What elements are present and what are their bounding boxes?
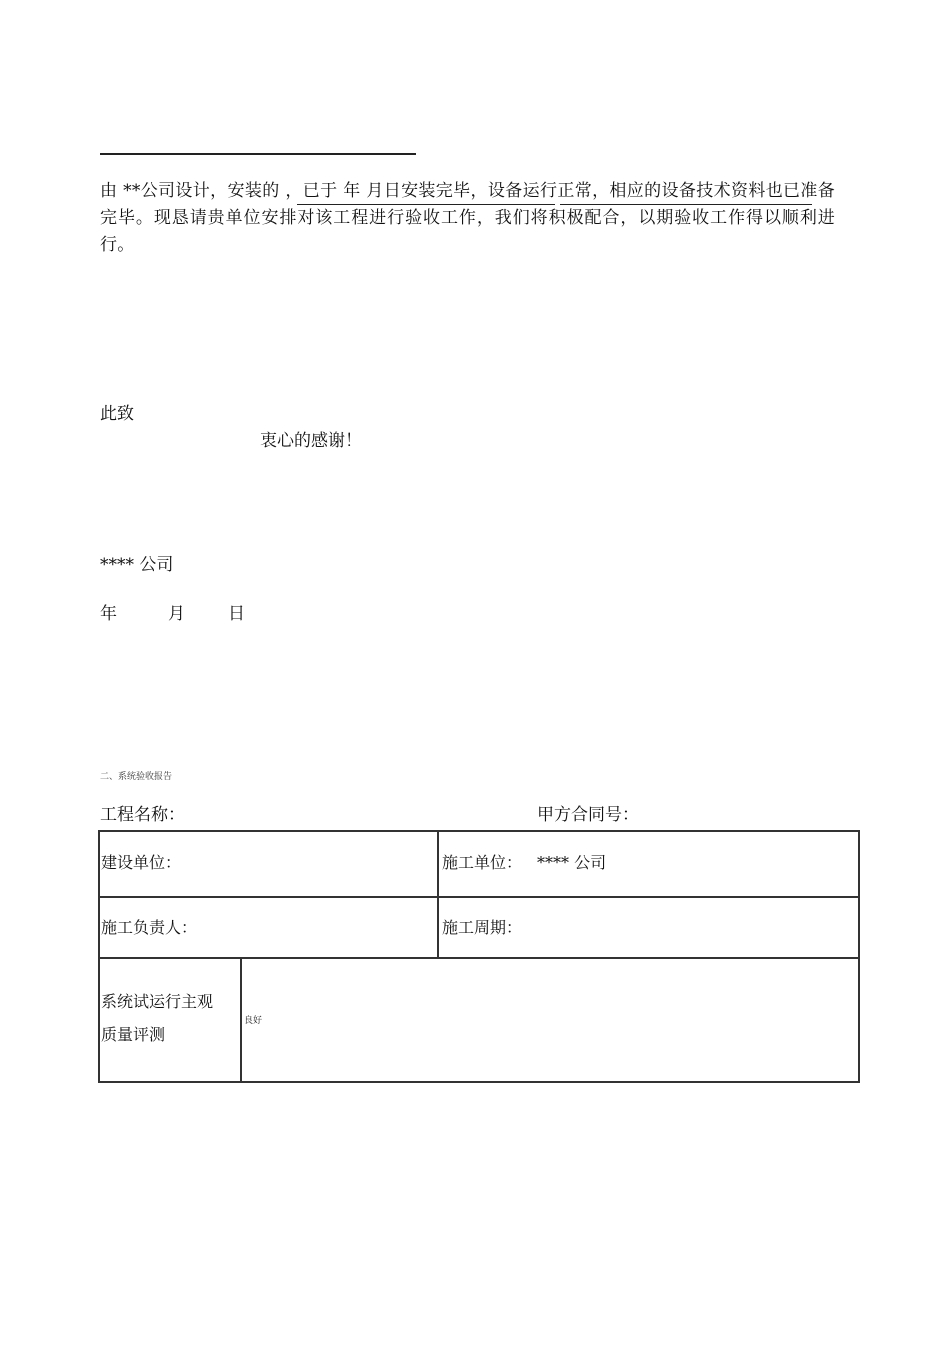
col-divider-lower	[240, 958, 242, 1082]
period-label: 施工周期：	[442, 918, 523, 937]
evaluation-value: 良好	[244, 1016, 263, 1026]
contractor-value: **** 公司	[537, 853, 607, 872]
underline-1	[297, 204, 555, 205]
section-heading: 二、系统验收报告	[100, 772, 173, 782]
letter-paragraph: 由 **公司设计，安装的 ，已于 年 月日安装完毕，设备运行正常，相应的设备技术资料也已准备完毕。现恳请贵单位安排对该工程进行验收工作，我们将积极配合，以期验收工作得以顺利进行。	[100, 181, 835, 255]
contractor-label: 施工单位：	[442, 853, 523, 872]
date-day: 日	[228, 604, 245, 624]
row-divider-2	[98, 957, 860, 959]
manager-label: 施工负责人：	[101, 918, 198, 937]
top-rule	[100, 153, 416, 155]
underline-2	[560, 204, 812, 205]
company-signature: **** 公司	[100, 555, 174, 575]
evaluation-label-line2: 质量评测	[101, 1025, 166, 1044]
salutation: 此致	[100, 404, 134, 424]
evaluation-label-line1: 系统试运行主观	[101, 992, 214, 1011]
thanks-line: 衷心的感谢！	[260, 431, 362, 451]
builder-label: 建设单位：	[101, 853, 182, 872]
date-year: 年	[100, 604, 117, 624]
contract-no-label: 甲方合同号：	[537, 805, 639, 825]
row-divider-1	[98, 896, 860, 898]
col-divider-upper	[437, 830, 439, 958]
project-name-label: 工程名称：	[100, 805, 185, 825]
date-month: 月	[168, 604, 185, 624]
